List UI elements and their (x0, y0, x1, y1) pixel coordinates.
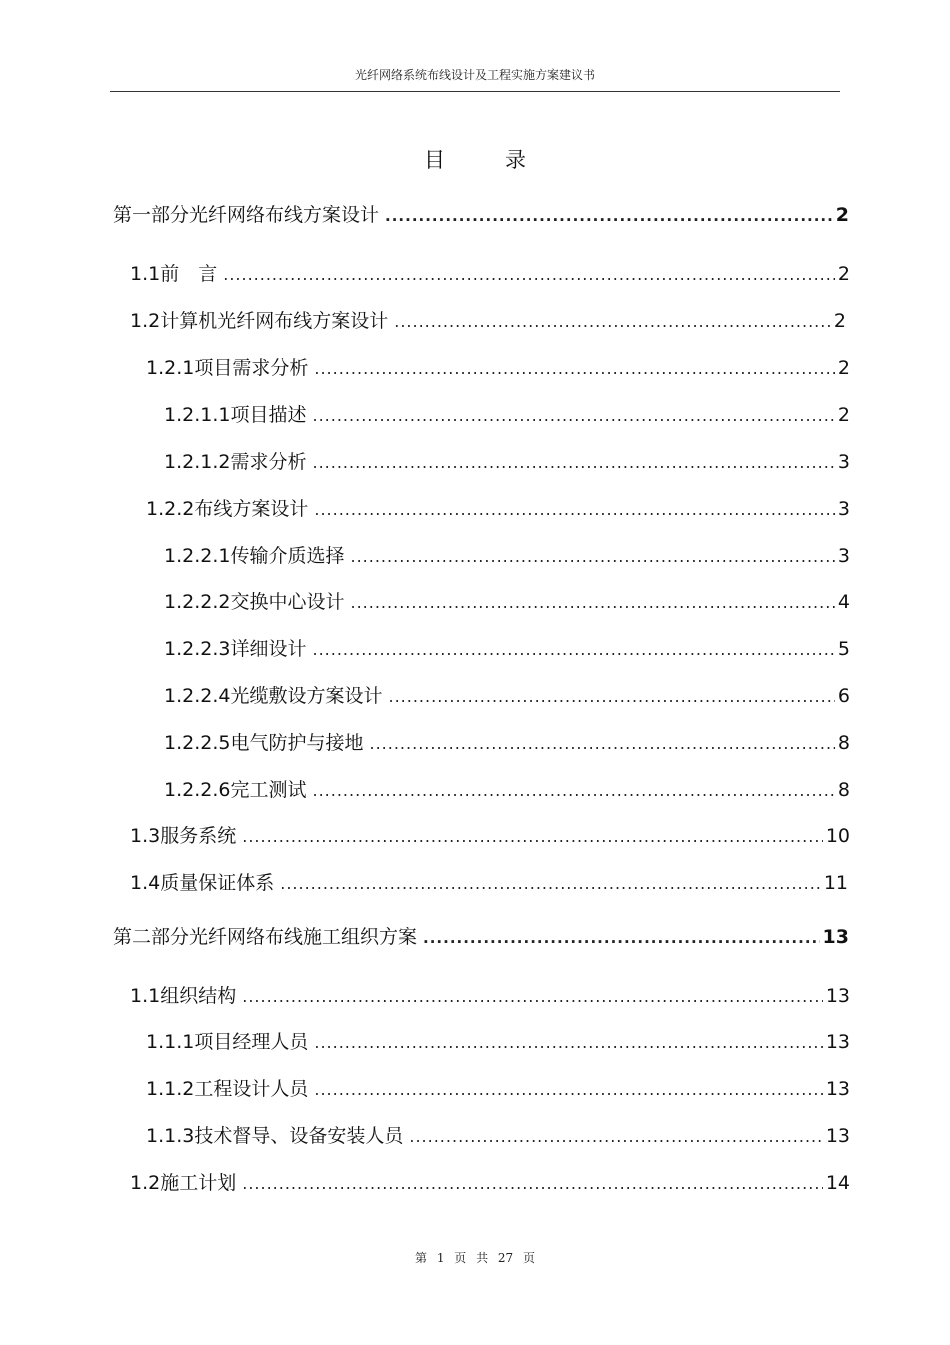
toc-entry-number: 1.2.1.1 (164, 404, 231, 426)
toc-entry-page: 2 (837, 263, 850, 285)
toc-entry-page: 3 (837, 498, 850, 520)
toc-dot-leader (314, 1080, 822, 1099)
toc-dot-leader (314, 1033, 822, 1052)
toc-entry-text: 项目描述 (230, 404, 307, 426)
toc-entry-1-2-2-6[interactable] (164, 775, 850, 802)
toc-entry-number: 1.2.1 (146, 357, 195, 379)
toc-entry-text: 组织结构 (160, 985, 237, 1007)
toc-entry-page: 13 (825, 985, 850, 1007)
toc-entry-part-2[interactable] (113, 922, 849, 949)
toc-dot-leader (314, 359, 835, 378)
toc-entry-page: 5 (837, 638, 850, 660)
toc-entry-page: 11 (823, 872, 848, 894)
toc-entry-number: 1.2.2.5 (164, 732, 231, 754)
toc-entry-number: 1.2.2.6 (164, 779, 231, 801)
toc-dot-leader (242, 827, 823, 846)
toc-entry-1-1[interactable] (130, 259, 850, 286)
toc-entry-1-2-2-1[interactable] (164, 541, 850, 568)
toc-entry-text: 项目需求分析 (194, 357, 309, 379)
page-footer: 第 1 页 共 27 页 (415, 1251, 535, 1265)
toc-entry-text: 电气防护与接地 (230, 732, 364, 754)
toc-entry-page: 8 (837, 779, 850, 801)
toc-entry-number: 1.1.3 (146, 1125, 195, 1147)
toc-entry-text: 详细设计 (230, 638, 307, 660)
toc-entry-number: 第一部分 (113, 204, 190, 226)
toc-entry-1-2-2-2[interactable] (164, 587, 850, 614)
toc-entry-text: 光纤网络布线方案设计 (189, 204, 380, 226)
toc-dot-leader (389, 687, 835, 706)
toc-entry-text: 光纤网络布线施工组织方案 (189, 926, 418, 948)
toc-entry-page: 8 (837, 732, 850, 754)
toc-dot-leader (314, 500, 835, 519)
toc-entry-text: 完工测试 (230, 779, 307, 801)
toc-entry-number: 1.1.1 (146, 1031, 195, 1053)
toc-entry-1-2-2[interactable] (146, 494, 850, 521)
toc-entry-page: 2 (833, 310, 846, 332)
toc-dot-leader (313, 640, 835, 659)
toc-entry-part-1[interactable] (113, 200, 849, 227)
toc-entry-p2-1-1[interactable] (130, 981, 850, 1008)
toc-entry-text: 前 言 (160, 263, 218, 285)
toc-dot-leader (370, 734, 835, 753)
toc-entry-number: 第二部分 (113, 926, 190, 948)
toc-entry-text: 服务系统 (160, 825, 237, 847)
toc-entry-number: 1.3 (130, 825, 161, 847)
toc-entry-1-2-1-2[interactable] (164, 447, 850, 474)
toc-entry-text: 传输介质选择 (230, 545, 345, 567)
toc-entry-page: 13 (825, 1125, 850, 1147)
toc-entry-text: 工程设计人员 (194, 1078, 309, 1100)
toc-entry-page: 13 (825, 1078, 850, 1100)
toc-title-right: 录 (505, 148, 526, 172)
toc-entry-page: 3 (837, 545, 850, 567)
toc-entry-number: 1.1.2 (146, 1078, 195, 1100)
toc-entry-number: 1.2.2.4 (164, 685, 231, 707)
toc-entry-number: 1.1 (130, 985, 161, 1007)
toc-entry-1-2-2-4[interactable] (164, 681, 850, 708)
toc-entry-1-2-1[interactable] (146, 353, 850, 380)
toc-entry-page: 2 (835, 204, 849, 226)
toc-dot-leader (280, 874, 821, 893)
toc-entry-page: 3 (837, 451, 850, 473)
toc-dot-leader (242, 1174, 823, 1193)
toc-dot-leader (313, 453, 835, 472)
toc-entry-1-2[interactable] (130, 306, 846, 333)
toc-entry-number: 1.2 (130, 310, 161, 332)
toc-entry-1-2-2-5[interactable] (164, 728, 850, 755)
toc-entry-page: 2 (837, 357, 850, 379)
toc-entry-text: 需求分析 (230, 451, 307, 473)
toc-entry-number: 1.2.2.3 (164, 638, 231, 660)
toc-entry-number: 1.4 (130, 872, 161, 894)
toc-entry-p2-1-1-3[interactable] (146, 1121, 850, 1148)
toc-entry-text: 计算机光纤网布线方案设计 (160, 310, 389, 332)
toc-entry-page: 14 (825, 1172, 850, 1194)
toc-entry-1-4[interactable] (130, 868, 848, 895)
toc-dot-leader (313, 406, 835, 425)
toc-entry-page: 2 (837, 404, 850, 426)
toc-entry-1-3[interactable] (130, 821, 850, 848)
toc-entry-page: 6 (837, 685, 850, 707)
toc-dot-leader (351, 547, 835, 566)
toc-entry-text: 技术督导、设备安装人员 (194, 1125, 404, 1147)
toc-dot-leader (423, 929, 820, 947)
toc-entry-text: 布线方案设计 (194, 498, 309, 520)
toc-entry-1-2-1-1[interactable] (164, 400, 850, 427)
toc-entry-text: 项目经理人员 (194, 1031, 309, 1053)
toc-dot-leader (394, 312, 831, 331)
toc-entry-number: 1.2 (130, 1172, 161, 1194)
toc-title-left: 目 (424, 148, 445, 172)
toc-entry-page: 10 (825, 825, 850, 847)
toc-entry-text: 质量保证体系 (160, 872, 275, 894)
toc-entry-1-2-2-3[interactable] (164, 634, 850, 661)
toc-entry-page: 13 (822, 926, 849, 948)
toc-entry-page: 4 (837, 591, 850, 613)
toc-entry-number: 1.2.2.2 (164, 591, 231, 613)
toc-dot-leader (313, 781, 835, 800)
toc-entry-number: 1.1 (130, 263, 161, 285)
toc-entry-number: 1.2.2 (146, 498, 195, 520)
toc-entry-p2-1-2[interactable] (130, 1168, 850, 1195)
toc-entry-number: 1.2.1.2 (164, 451, 231, 473)
toc-entry-p2-1-1-2[interactable] (146, 1074, 850, 1101)
toc-dot-leader (409, 1127, 822, 1146)
toc-entry-page: 13 (825, 1031, 850, 1053)
toc-entry-text: 施工计划 (160, 1172, 237, 1194)
toc-dot-leader (242, 987, 823, 1006)
toc-entry-text: 交换中心设计 (230, 591, 345, 613)
toc-dot-leader (351, 593, 835, 612)
toc-dot-leader (223, 265, 835, 284)
toc-entry-text: 光缆敷设方案设计 (230, 685, 383, 707)
running-header: 光纤网络系统布线设计及工程实施方案建议书 (354, 68, 595, 82)
toc-entry-p2-1-1-1[interactable] (146, 1027, 850, 1054)
toc-entry-number: 1.2.2.1 (164, 545, 231, 567)
toc-dot-leader (385, 207, 833, 225)
